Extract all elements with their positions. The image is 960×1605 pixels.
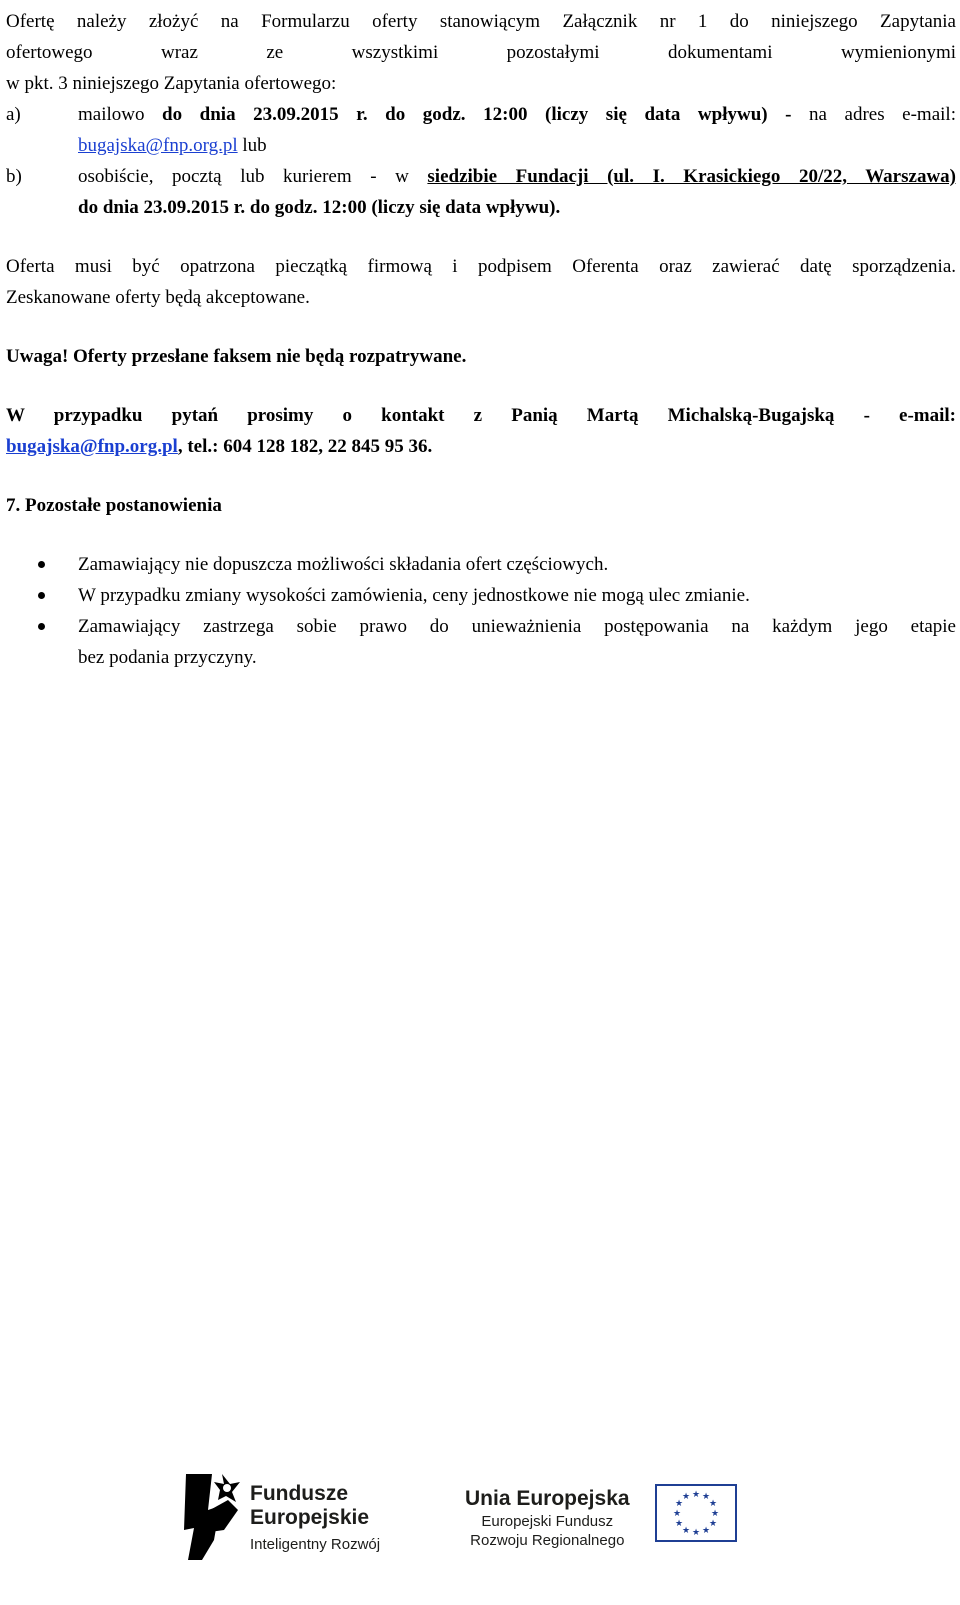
fe-line-3: Inteligentny Rozwój: [250, 1536, 381, 1553]
item-a-text-4: lub: [237, 135, 267, 156]
bullet-icon: [6, 611, 78, 673]
list-item-a-line-2: [78, 130, 956, 161]
list-item-b-body: [78, 161, 956, 223]
fe-line-1: Fundusze: [250, 1482, 348, 1505]
svg-text:★: ★: [701, 1526, 711, 1536]
list-item-a: [6, 99, 956, 161]
list-item: Zamawiający zastrzega sobie prawo do unieważnienia postępowania na każdym jego etapie bez podania przyczyny.: [6, 611, 956, 673]
funding-footer: [180, 1470, 940, 1570]
list-item-b-line-1: [78, 161, 956, 192]
item-b-address: siedzibie Fundacji (ul. I. Krasickiego 20/22, Warszawa): [427, 166, 956, 187]
paragraph-offer-line-1: Ofertę należy złożyć na Formularzu oferty stanowiącym Załącznik nr 1 do niniejszego Zapytania: [6, 11, 956, 32]
list-item-b: [6, 161, 956, 223]
svg-text:★: ★: [672, 1509, 682, 1519]
svg-text:★: ★: [674, 1519, 684, 1529]
warning-text: Uwaga! Oferty przesłane faksem nie będą rozpatrywane.: [6, 346, 467, 367]
ue-line-2: Europejski Fundusz: [481, 1513, 614, 1530]
svg-text:★: ★: [681, 1526, 691, 1536]
fundusze-europejskie-logo-icon: [180, 1470, 240, 1564]
paragraph-offer-line-2: ofertowego wraz ze wszystkimi pozostałymi dokumentami wymienionymi: [6, 42, 956, 63]
list-item: Zamawiający nie dopuszcza możliwości składania ofert częściowych.: [6, 549, 956, 580]
svg-text:★: ★: [691, 1528, 701, 1538]
ue-title: Unia Europejska: [465, 1487, 630, 1510]
eu-flag-icon: [655, 1484, 737, 1542]
item-a-text-3: na adres e-mail:: [791, 104, 956, 125]
unia-europejska-text: [465, 1486, 630, 1550]
svg-text:★: ★: [708, 1499, 718, 1509]
list-item-a-line-1: [78, 99, 956, 130]
list-item-a-body: [78, 99, 956, 161]
svg-text:★: ★: [708, 1519, 718, 1529]
svg-text:★: ★: [701, 1492, 711, 1502]
contact-line-1: W przypadku pytań prosimy o kontakt z Panią Martą Michalską-Bugajską - e-mail:: [6, 405, 956, 426]
svg-text:★: ★: [710, 1509, 720, 1519]
bullet-icon: [6, 549, 78, 580]
section-7-heading: 7. Pozostałe postanowienia: [6, 495, 222, 516]
svg-text:★: ★: [681, 1492, 691, 1502]
email-link-contact[interactable]: bugajska@fnp.org.pl: [6, 436, 178, 457]
list-marker-a: a): [6, 104, 21, 125]
list-marker-b: b): [6, 166, 22, 187]
ue-line-3: Rozwoju Regionalnego: [470, 1532, 625, 1549]
fe-line-2: Europejskie: [250, 1506, 370, 1529]
document-page: [6, 6, 956, 673]
item-a-text-1: mailowo: [78, 104, 163, 125]
email-link-a[interactable]: bugajska@fnp.org.pl: [78, 135, 238, 156]
item-b-deadline: do dnia 23.09.2015 r. do godz. 12:00 (liczy się data wpływu).: [78, 197, 561, 218]
contact-phone: , tel.: 604 128 182, 22 845 95 36.: [177, 436, 433, 457]
fundusze-europejskie-text: [250, 1482, 380, 1556]
paragraph-offer-line-3: w pkt. 3 niniejszego Zapytania ofertowego:: [6, 73, 337, 94]
item-b-text-1: osobiście, pocztą lub kurierem - w: [78, 166, 428, 187]
bullet-icon: [6, 580, 78, 611]
svg-text:★: ★: [674, 1499, 684, 1509]
contact-line-2: [6, 431, 956, 462]
svg-text:★: ★: [691, 1490, 701, 1500]
paragraph-requirements-line-1: Oferta musi być opatrzona pieczątką firmową i podpisem Oferenta oraz zawierać datę sporządzenia.: [6, 256, 956, 277]
list-item: W przypadku zmiany wysokości zamówienia, ceny jednostkowe nie mogą ulec zmianie.: [6, 580, 956, 611]
item-a-deadline: do dnia 23.09.2015 r. do godz. 12:00 (liczy się data wpływu) -: [162, 104, 792, 125]
section-7-list: [6, 549, 956, 673]
paragraph-requirements-line-2: Zeskanowane oferty będą akceptowane.: [6, 287, 310, 308]
